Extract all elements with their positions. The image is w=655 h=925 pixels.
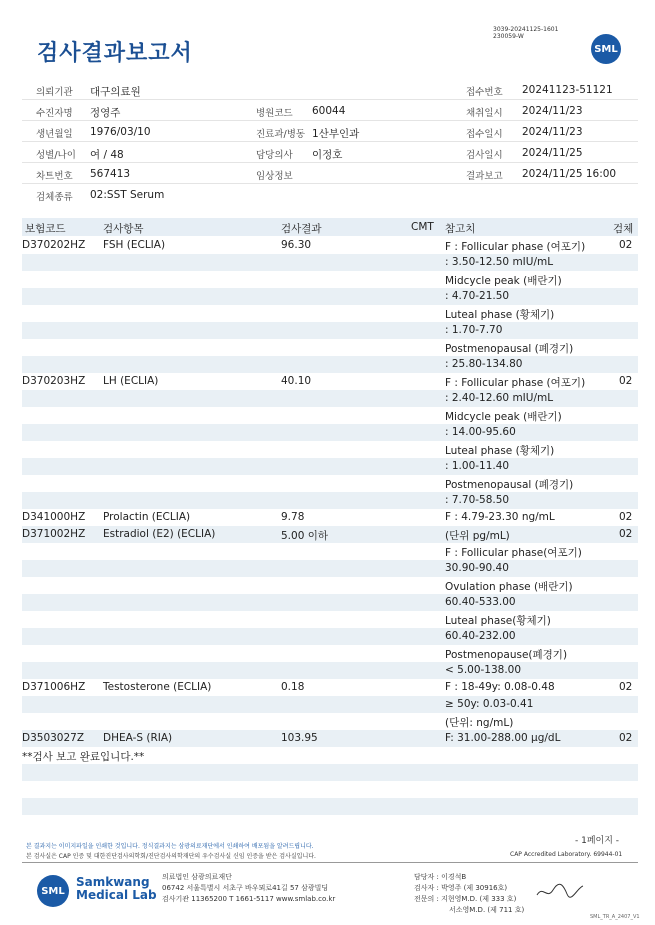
specimen-cell: 02 [619, 239, 633, 251]
specimen-cell: 02 [619, 681, 633, 693]
item-cell: DHEA-S (RIA) [103, 732, 173, 744]
code-cell: D371002HZ [22, 528, 86, 540]
table-row [22, 662, 638, 679]
table-row [22, 560, 638, 577]
code-cell: D371006HZ [22, 681, 86, 693]
ref-cell: < 5.00-138.00 [445, 664, 522, 676]
ref-cell: F : Follicular phase (여포기) [445, 377, 586, 389]
ref-cell: (단위: ng/mL) [445, 717, 514, 729]
brand-name: Samkwang Medical Lab [76, 875, 157, 902]
doctor: 이정호 [312, 149, 343, 161]
results-table-header: 보험코드 검사항목 검사결과 CMT 참고치 검체 [22, 218, 638, 236]
footer-sml-logo: SML [37, 875, 69, 907]
table-row [22, 679, 638, 696]
result-cell: 9.78 [281, 511, 305, 523]
result-cell: 40.10 [281, 375, 312, 387]
page-number: - 1페이지 - [575, 836, 620, 846]
test-date: 2024/11/25 [522, 147, 583, 159]
table-row [22, 322, 638, 339]
ref-cell: F : Follicular phase (여포기) [445, 241, 586, 253]
ref-cell: Postmenopausal (폐경기) [445, 343, 574, 355]
table-row [22, 781, 638, 798]
footer-note-2: 본 검사실은 CAP 인증 및 대한진단검사의학회/진단검사의학재단의 우수검사실 신임 인증을 받은 검사실입니다. [26, 853, 316, 860]
footer-note-1: 본 결과지는 이미지파일을 인쇄한 것입니다. 정식결과지는 삼광의료재단에서 인쇄하여 배포됨을 알려드립니다. [26, 843, 314, 850]
ref-cell: Luteal phase(황체기) [445, 615, 551, 627]
hospital-code: 60044 [312, 105, 346, 117]
table-row [22, 696, 638, 713]
result-cell: 5.00 이하 [281, 530, 329, 542]
table-row [22, 798, 638, 815]
table-row [22, 237, 638, 254]
sex-age: 여 / 48 [90, 149, 124, 161]
ref-cell: Midcycle peak (배란기) [445, 275, 562, 287]
table-row [22, 390, 638, 407]
code-cell: D370202HZ [22, 239, 86, 251]
report-codes: 3039-20241125-1601 230059-W [493, 26, 559, 40]
ref-cell: Postmenopausal (폐경기) [445, 479, 574, 491]
table-row [22, 356, 638, 373]
item-cell: LH (ECLIA) [103, 375, 159, 387]
ref-cell: F: 31.00-288.00 µg/dL [445, 732, 561, 744]
ref-cell: ≥ 50y: 0.03-0.41 [445, 698, 534, 710]
ref-cell: : 7.70-58.50 [445, 494, 510, 506]
report-date: 2024/11/25 16:00 [522, 168, 617, 180]
doc-code: SML_TR_A_2407_V1 [590, 914, 640, 920]
table-row [22, 611, 638, 628]
table-row [22, 441, 638, 458]
ref-cell: : 1.70-7.70 [445, 324, 503, 336]
table-row [22, 509, 638, 526]
table-row [22, 305, 638, 322]
ref-cell: Midcycle peak (배란기) [445, 411, 562, 423]
cap-accreditation: CAP Accredited Laboratory. 69944-01 [510, 851, 623, 858]
institution: 대구의료원 [90, 86, 141, 98]
table-row [22, 577, 638, 594]
table-row [22, 254, 638, 271]
table-row [22, 594, 638, 611]
table-row [22, 628, 638, 645]
ref-cell: : 14.00-95.60 [445, 426, 516, 438]
result-cell: 0.18 [281, 681, 305, 693]
item-cell: Estradiol (E2) (ECLIA) [103, 528, 216, 540]
table-row [22, 424, 638, 441]
table-row [22, 747, 638, 764]
code-cell: D341000HZ [22, 511, 86, 523]
ref-cell: : 25.80-134.80 [445, 358, 523, 370]
specimen-cell: 02 [619, 375, 633, 387]
table-row [22, 271, 638, 288]
table-row [22, 288, 638, 305]
table-row [22, 458, 638, 475]
table-row [22, 526, 638, 543]
table-row [22, 339, 638, 356]
item-cell: FSH (ECLIA) [103, 239, 166, 251]
specimen-cell: 02 [619, 528, 633, 540]
birth-date: 1976/03/10 [90, 126, 151, 138]
patient-name: 정영주 [90, 107, 121, 119]
ref-cell: Postmenopause(폐경기) [445, 649, 568, 661]
receipt-date: 2024/11/23 [522, 126, 583, 138]
sml-logo: SML [591, 34, 621, 64]
signatories: 담당자 : 이경석B 검사자 : 박영주 (제 30916호) 전문의 : 지현영M.D. (제 333 호) 서소영M.D. (제 711 호) [414, 873, 525, 914]
table-row [22, 645, 638, 662]
ref-cell: : 2.40-12.60 mIU/mL [445, 392, 554, 404]
table-row [22, 764, 638, 781]
table-row [22, 815, 638, 832]
ref-cell: F : 18-49y: 0.08-0.48 [445, 681, 555, 693]
table-row [22, 543, 638, 560]
ref-cell: 60.40-533.00 [445, 596, 516, 608]
ref-cell: : 1.00-11.40 [445, 460, 510, 472]
result-cell: 96.30 [281, 239, 312, 251]
table-row [22, 492, 638, 509]
specimen-cell: 02 [619, 511, 633, 523]
signature-image [535, 880, 585, 902]
ref-cell: Luteal phase (황체기) [445, 309, 555, 321]
table-row [22, 475, 638, 492]
collect-date: 2024/11/23 [522, 105, 583, 117]
code-cell: D3503027Z [22, 732, 85, 744]
item-cell: Testosterone (ECLIA) [103, 681, 212, 693]
table-row [22, 730, 638, 747]
ref-cell: (단위 pg/mL) [445, 530, 510, 542]
code-cell: D370203HZ [22, 375, 86, 387]
chart-no: 567413 [90, 168, 131, 180]
ref-cell: : 4.70-21.50 [445, 290, 510, 302]
ref-cell: : 3.50-12.50 mIU/mL [445, 256, 554, 268]
table-row [22, 713, 638, 730]
specimen-type: 02:SST Serum [90, 189, 165, 201]
footer-divider [22, 862, 638, 863]
item-cell: Prolactin (ECLIA) [103, 511, 191, 523]
result-cell: 103.95 [281, 732, 318, 744]
table-row [22, 373, 638, 390]
ref-cell: Ovulation phase (배란기) [445, 581, 573, 593]
lab-address: 의료법인 삼광의료재단 06742 서울특별시 서초구 바우뫼로41길 57 삼광빌딩 검사기관 11365200 T 1661-5117 www.smlab.co.kr [162, 873, 336, 903]
code-cell: **검사 보고 완료입니다.** [22, 751, 145, 763]
specimen-cell: 02 [619, 732, 633, 744]
ref-cell: F : Follicular phase(여포기) [445, 547, 582, 559]
ref-cell: F : 4.79-23.30 ng/mL [445, 511, 555, 523]
ref-cell: 60.40-232.00 [445, 630, 516, 642]
page-title: 검사결과보고서 [37, 41, 193, 66]
ref-cell: Luteal phase (황체기) [445, 445, 555, 457]
department: 1산부인과 [312, 128, 360, 140]
ref-cell: 30.90-90.40 [445, 562, 509, 574]
receipt-no: 20241123-51121 [522, 84, 613, 96]
table-row [22, 407, 638, 424]
